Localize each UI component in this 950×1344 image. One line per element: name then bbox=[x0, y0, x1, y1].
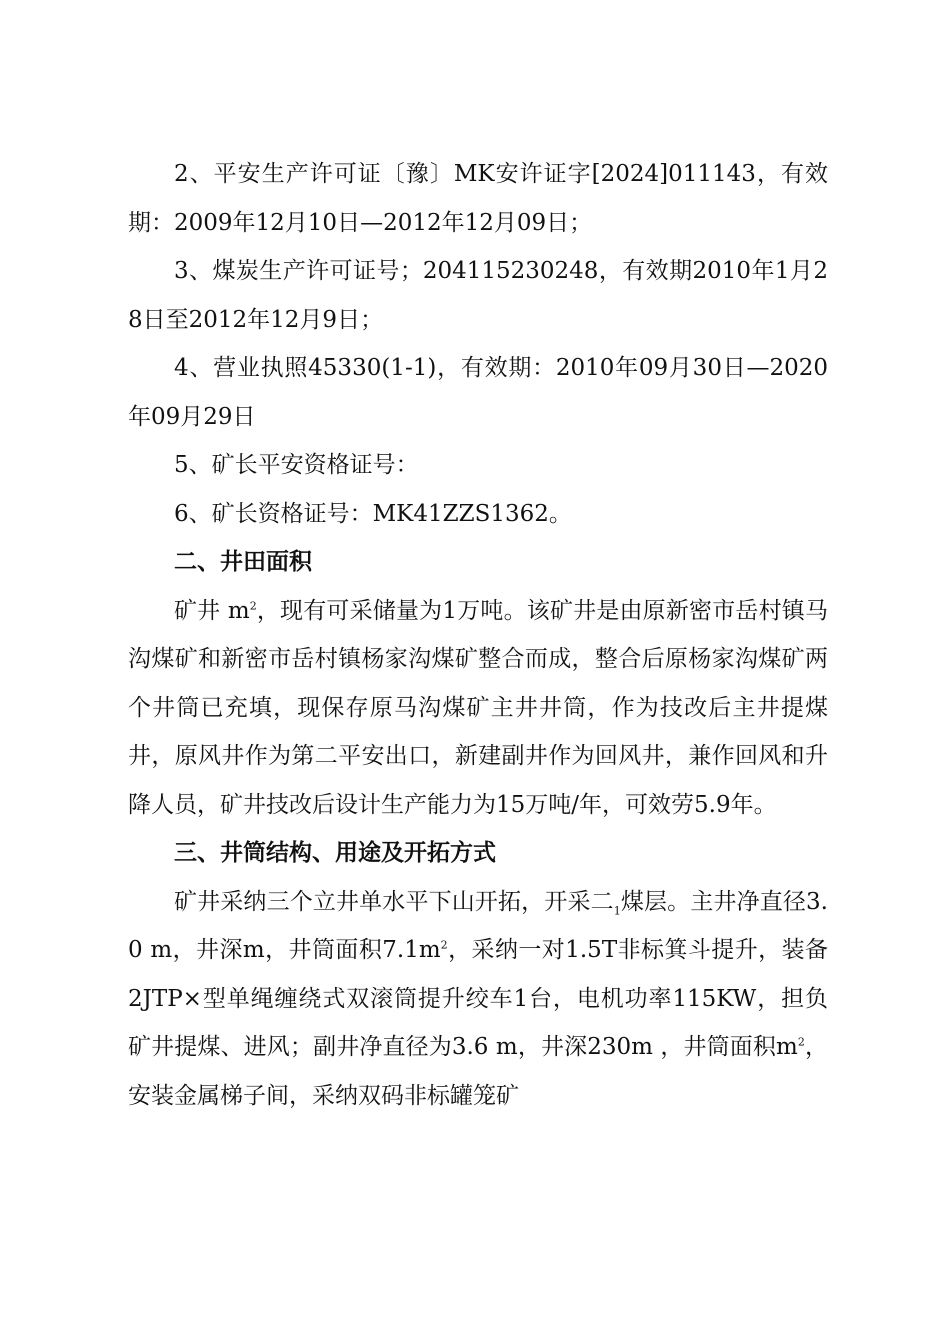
shaft-sup-2: 2 bbox=[797, 1035, 805, 1049]
field-area-text-b: ，现有可采储量为1万吨。该矿井是由原新密市岳村镇马沟煤矿和新密市岳村镇杨家沟煤矿整合而成，整合后原杨家沟煤矿两个井筒已充填，现保存原马沟煤矿主井井筒，作为技改后主井提煤井，原风井作为第二平安出口，新建副井作为回风井，兼作回风和升降人员，矿井技改后设计生产能力为15万吨/年，可效劳5.9年。 bbox=[128, 597, 828, 818]
license-item-4: 4、营业执照45330(1-1)，有效期：2010年09月30日—2020年09月29日 bbox=[128, 355, 828, 430]
section-heading-shaft-structure: 三、井筒结构、用途及开拓方式 bbox=[174, 840, 496, 866]
shaft-sub: 1 bbox=[613, 904, 621, 918]
field-area-text-a: 矿井 m bbox=[174, 597, 250, 624]
license-item-6: 6、矿长资格证号：MK41ZZS1362。 bbox=[174, 500, 572, 527]
license-item-5: 5、矿长平安资格证号： bbox=[174, 452, 419, 478]
shaft-text-d: ，安装金属梯子间，采纳双码非标罐笼矿 bbox=[128, 1034, 829, 1109]
document-page bbox=[128, 150, 828, 1120]
shaft-sup-1: 2 bbox=[440, 938, 448, 952]
section-heading-field-area: 二、井田面积 bbox=[174, 549, 312, 575]
shaft-text-c: ，采纳一对1.5T非标箕斗提升，装备2JTP×型单绳缠绕式双滚筒提升绞车1台，电机功率115KW，担负矿井提煤、进风；副井净直径为3.6 m，井深230m ，井筒面积m bbox=[128, 937, 829, 1060]
license-item-2: 2、平安生产许可证〔豫〕MK安许证字[2024]011143，有效期：2009年12月10日—2012年12月09日； bbox=[128, 161, 828, 236]
field-area-sup: 2 bbox=[249, 598, 257, 612]
license-item-3: 3、煤炭生产许可证号；204115230248，有效期2010年1月28日至2012年12月9日； bbox=[128, 258, 828, 333]
shaft-structure-paragraph bbox=[128, 878, 828, 1121]
shaft-text-a: 矿井采纳三个立井单水平下山开拓，开采二 bbox=[174, 888, 614, 915]
shaft-text-b: 煤层。主井净直径3.0 m，井深m，井筒面积7.1m bbox=[128, 888, 828, 963]
field-area-paragraph bbox=[128, 587, 828, 830]
